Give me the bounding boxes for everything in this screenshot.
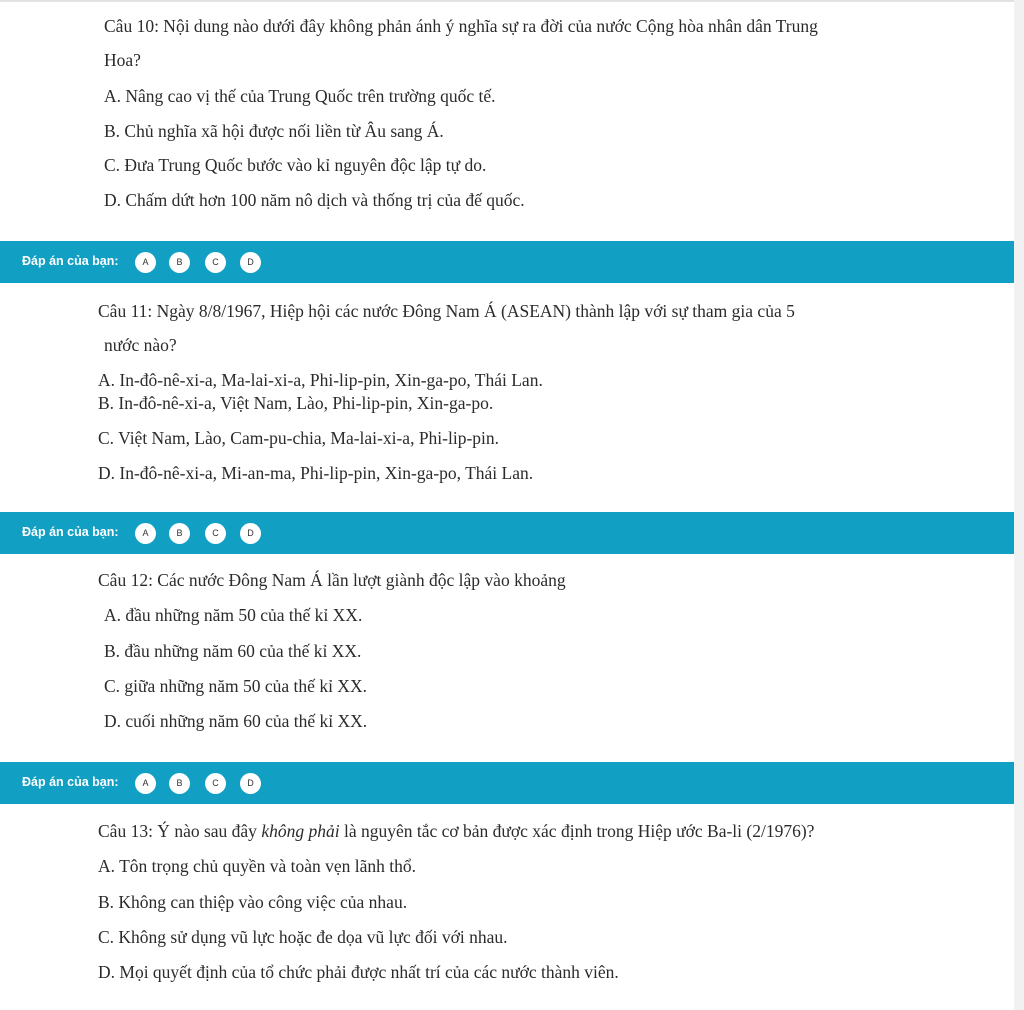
answer-bar-q10	[0, 241, 1014, 283]
question-13-text	[98, 821, 814, 841]
question-12-option-b: B. đầu những năm 60 của thế kỉ XX.	[104, 641, 362, 661]
question-13-option-b: B. Không can thiệp vào công việc của nhau.	[98, 892, 408, 912]
answer-option-d-button[interactable]: D	[240, 523, 261, 544]
question-11-option-d: D. In-đô-nê-xi-a, Mi-an-ma, Phi-lip-pin, Xin-ga-po, Thái Lan.	[98, 463, 534, 483]
question-12-option-d: D. cuối những năm 60 của thế kỉ XX.	[104, 711, 368, 731]
answer-option-c-button[interactable]: C	[205, 523, 226, 544]
answer-option-c-button[interactable]: C	[205, 773, 226, 794]
answer-bar-label: Đáp án của bạn:	[22, 775, 119, 789]
question-12-option-c: C. giữa những năm 50 của thế kỉ XX.	[104, 676, 367, 696]
question-10-option-c: C. Đưa Trung Quốc bước vào kỉ nguyên độc lập tự do.	[104, 155, 487, 175]
question-13-text-end: là nguyên tắc cơ bản được xác định trong Hiệp ước Ba-li (2/1976)?	[339, 821, 815, 841]
question-13-option-c: C. Không sử dụng vũ lực hoặc đe dọa vũ lực đối với nhau.	[98, 927, 508, 947]
question-10-option-a: A. Nâng cao vị thế của Trung Quốc trên trường quốc tế.	[104, 86, 496, 106]
question-13-text-start: Câu 13: Ý nào sau đây	[98, 821, 262, 841]
question-10-text: Câu 10: Nội dung nào dưới đây không phản ánh ý nghĩa sự ra đời của nước Cộng hòa nhân dân Trung	[104, 16, 818, 36]
question-13-option-a: A. Tôn trọng chủ quyền và toàn vẹn lãnh thổ.	[98, 856, 417, 876]
page-edge	[1014, 0, 1024, 1010]
question-11-option-b: B. In-đô-nê-xi-a, Việt Nam, Lào, Phi-lip-pin, Xin-ga-po.	[98, 393, 494, 413]
answer-bar-label: Đáp án của bạn:	[22, 525, 119, 539]
answer-option-a-button[interactable]: A	[135, 773, 156, 794]
answer-bar-q11	[0, 512, 1014, 554]
question-12-option-a: A. đầu những năm 50 của thế kỉ XX.	[104, 605, 363, 625]
answer-option-c-button[interactable]: C	[205, 252, 226, 273]
answer-option-a-button[interactable]: A	[135, 252, 156, 273]
answer-bar-q12	[0, 762, 1014, 804]
top-divider	[0, 0, 1024, 2]
question-11-text-cont: nước nào?	[104, 335, 177, 355]
question-10-option-d: D. Chấm dứt hơn 100 năm nô dịch và thống trị của đế quốc.	[104, 190, 525, 210]
question-10-option-b: B. Chủ nghĩa xã hội được nối liền từ Âu sang Á.	[104, 121, 444, 141]
answer-option-b-button[interactable]: B	[169, 773, 190, 794]
answer-bar-label: Đáp án của bạn:	[22, 254, 119, 268]
question-11-option-a: A. In-đô-nê-xi-a, Ma-lai-xi-a, Phi-lip-pin, Xin-ga-po, Thái Lan.	[98, 370, 543, 390]
answer-option-a-button[interactable]: A	[135, 523, 156, 544]
question-12-text: Câu 12: Các nước Đông Nam Á lần lượt giành độc lập vào khoảng	[98, 570, 566, 590]
answer-option-b-button[interactable]: B	[169, 523, 190, 544]
answer-option-d-button[interactable]: D	[240, 252, 261, 273]
answer-option-b-button[interactable]: B	[169, 252, 190, 273]
question-13-emphasis: không phải	[261, 821, 340, 841]
question-13-option-d: D. Mọi quyết định của tổ chức phải được nhất trí của các nước thành viên.	[98, 962, 619, 982]
question-10-text-cont: Hoa?	[104, 50, 141, 70]
question-11-option-c: C. Việt Nam, Lào, Cam-pu-chia, Ma-lai-xi-a, Phi-lip-pin.	[98, 428, 500, 448]
question-11-text: Câu 11: Ngày 8/8/1967, Hiệp hội các nước Đông Nam Á (ASEAN) thành lập với sự tham gia của 5	[98, 301, 795, 321]
answer-option-d-button[interactable]: D	[240, 773, 261, 794]
